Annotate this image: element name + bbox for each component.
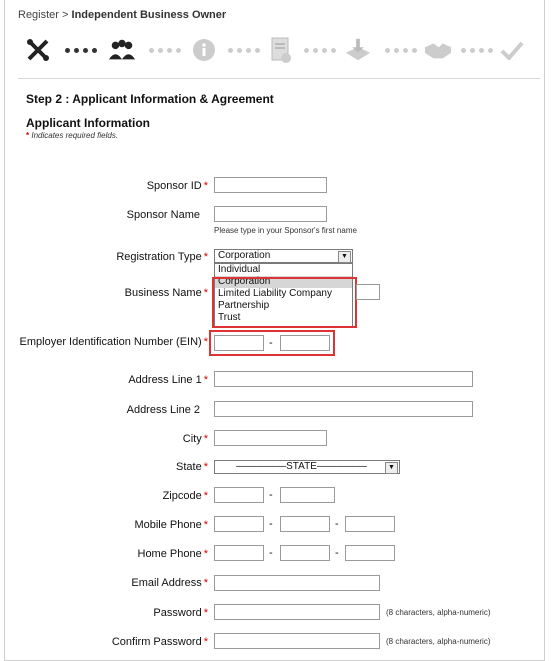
required-note — [26, 131, 118, 140]
handshake-icon — [424, 36, 452, 64]
home-dash: - — [269, 547, 273, 559]
address1-input[interactable] — [214, 371, 473, 387]
zipcode-label: Zipcode * — [162, 490, 208, 502]
section-title: Applicant Information — [26, 116, 150, 130]
mobile-prefix-input[interactable] — [280, 516, 330, 532]
sponsor-name-hint: Please type in your Sponsor's first name — [214, 226, 357, 235]
address2-input[interactable] — [214, 401, 473, 417]
confirm-password-hint: (8 characters, alpha-numeric) — [386, 637, 491, 646]
people-icon — [108, 36, 136, 64]
address1-label: Address Line 1 * — [128, 374, 208, 386]
registration-option[interactable]: Individual — [218, 264, 261, 275]
breadcrumb-current: Independent Business Owner — [71, 9, 227, 21]
registration-type-label: Registration Type * — [116, 251, 208, 263]
business-name-input[interactable] — [356, 284, 380, 300]
home-area-input[interactable] — [214, 545, 264, 561]
breadcrumb — [18, 9, 226, 21]
mobile-line-input[interactable] — [345, 516, 395, 532]
breadcrumb-root[interactable]: Register — [18, 9, 59, 21]
city-input[interactable] — [214, 430, 327, 446]
registration-option[interactable]: Limited Liability Company — [218, 288, 332, 299]
download-icon — [344, 36, 372, 64]
sponsor-id-label: Sponsor ID * — [146, 180, 208, 192]
zipcode-part1-input[interactable] — [214, 487, 264, 503]
email-label: Email Address * — [131, 577, 208, 589]
zipcode-dash: - — [269, 489, 273, 501]
sponsor-id-input[interactable] — [214, 177, 327, 193]
address2-label: Address Line 2 — [126, 404, 200, 416]
required-note-text: Indicates required fields. — [31, 131, 119, 140]
confirm-password-input[interactable] — [214, 633, 380, 649]
password-input[interactable] — [214, 604, 380, 620]
step-connector — [461, 48, 493, 54]
checkmark-icon — [498, 36, 526, 64]
sponsor-name-input[interactable] — [214, 206, 327, 222]
state-label: State * — [176, 461, 208, 473]
mobile-dash: - — [335, 518, 339, 530]
step-connector — [65, 48, 97, 54]
state-select[interactable]: —————STATE————— ▼ — [214, 460, 400, 474]
mobile-phone-label: Mobile Phone * — [134, 519, 208, 531]
registration-type-select[interactable]: Corporation ▼ — [214, 249, 353, 263]
step-connector — [304, 48, 336, 54]
registration-option[interactable]: Trust — [218, 312, 241, 323]
password-hint: (8 characters, alpha-numeric) — [386, 608, 491, 617]
ein-part1-input[interactable] — [214, 335, 264, 351]
home-line-input[interactable] — [345, 545, 395, 561]
registration-option[interactable]: Corporation — [215, 276, 352, 288]
password-label: Password * — [153, 607, 208, 619]
document-icon — [267, 36, 295, 64]
required-marker: * — [26, 131, 30, 140]
confirm-password-label: Confirm Password * — [111, 636, 208, 648]
city-label: City * — [182, 433, 208, 445]
ein-dash: - — [269, 337, 273, 349]
tools-icon — [24, 36, 52, 64]
home-dash: - — [335, 547, 339, 559]
chevron-down-icon: ▼ — [338, 251, 351, 263]
mobile-dash: - — [269, 518, 273, 530]
home-phone-label: Home Phone * — [137, 548, 208, 560]
email-input[interactable] — [214, 575, 380, 591]
sponsor-name-label: Sponsor Name — [126, 209, 200, 221]
header-divider — [18, 78, 540, 79]
mobile-area-input[interactable] — [214, 516, 264, 532]
registration-option[interactable]: Partnership — [218, 300, 270, 311]
step-connector — [228, 48, 260, 54]
zipcode-part2-input[interactable] — [280, 487, 335, 503]
page-title: Step 2 : Applicant Information & Agreement — [26, 92, 274, 106]
info-icon — [190, 36, 218, 64]
step-connector — [149, 48, 181, 54]
ein-part2-input[interactable] — [280, 335, 330, 351]
registration-type-dropdown — [214, 263, 353, 327]
business-name-label: Business Name * — [124, 287, 208, 299]
chevron-down-icon: ▼ — [385, 462, 398, 474]
home-prefix-input[interactable] — [280, 545, 330, 561]
ein-label: Employer Identification Number (EIN) * — [19, 336, 208, 348]
step-connector — [385, 48, 417, 54]
breadcrumb-separator: > — [62, 9, 69, 21]
